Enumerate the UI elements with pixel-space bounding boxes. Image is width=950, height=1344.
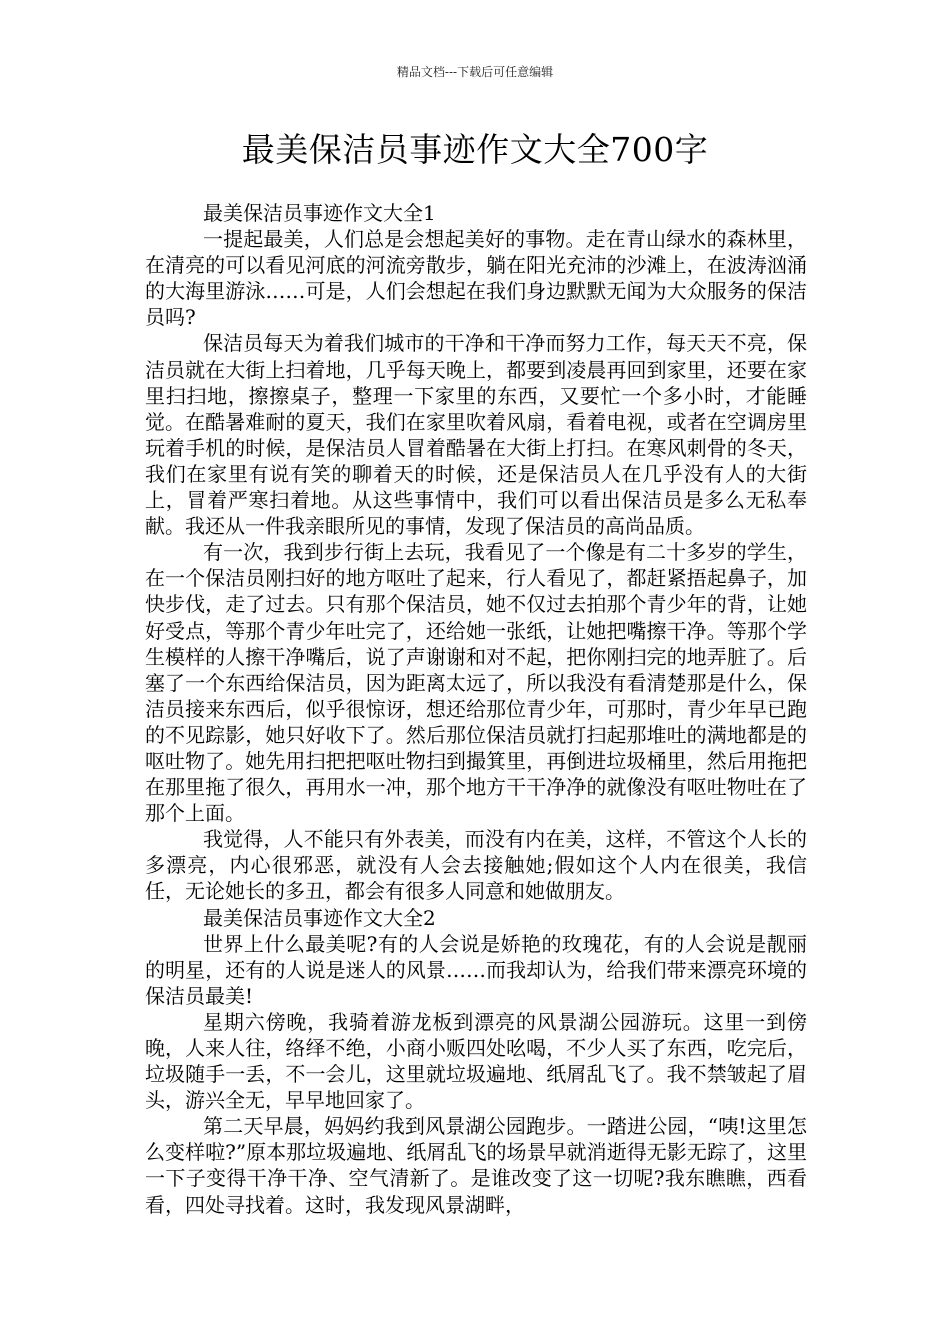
paragraph: 一提起最美，人们总是会想起美好的事物。走在青山绿水的森林里，在清亮的可以看见河底的河流旁散步，躺在阳光充沛的沙滩上，在波涛汹涌的大海里游泳……可是，人们会想起在我们身边默默无闻为大众服务的保洁员吗? <box>145 227 807 330</box>
section-heading-2: 最美保洁员事迹作文大全2 <box>203 905 436 930</box>
paragraph: 我觉得，人不能只有外表美，而没有内在美，这样，不管这个人长的多漂亮，内心很邪恶，就没有人会去接触她;假如这个人内在很美，我信任，无论她长的多丑，都会有很多人同意和她做朋友。 <box>145 827 807 904</box>
document-body <box>145 200 807 1218</box>
paragraph: 星期六傍晚，我骑着游龙板到漂亮的风景湖公园游玩。这里一到傍晚，人来人往，络绎不绝，小商小贩四处吆喝，不少人买了东西，吃完后，垃圾随手一丢，不一会儿，这里就垃圾遍地、纸屑乱飞了。我不禁皱起了眉头，游兴全无，早早地回家了。 <box>145 1009 807 1113</box>
paragraph: 第二天早晨，妈妈约我到风景湖公园跑步。一踏进公园，“咦!这里怎么变样啦?”原本那垃圾遍地、纸屑乱飞的场景早就消逝得无影无踪了，这里一下子变得干净干净、空气清新了。是谁改变了这一切呢?我东瞧瞧，西看看，四处寻找着。这时，我发现风景湖畔， <box>145 1114 807 1217</box>
document-title: 最美保洁员事迹作文大全700字 <box>241 130 709 169</box>
paragraph: 有一次，我到步行街上去玩，我看见了一个像是有二十多岁的学生，在一个保洁员刚扫好的地方呕吐了起来，行人看见了，都赶紧捂起鼻子，加快步伐，走了过去。只有那个保洁员，她不仅过去拍那个青少年的背，让她好受点，等那个青少年吐完了，还给她一张纸，让她把嘴擦干净。等那个学生模样的人擦干净嘴后，说了声谢谢和对不起，把你刚扫完的地弄脏了。后塞了一个东西给保洁员，因为距离太远了，所以我没有看清楚那是什么，保洁员接来东西后，似乎很惊讶，想还给那位青少年，可那时，青少年早已跑的不见踪影，她只好收下了。然后那位保洁员就打扫起那堆吐的满地都是的呕吐物了。她先用扫把把呕吐物扫到撮箕里，再倒进垃圾桶里，然后用拖把在那里拖了很久，再用水一冲，那个地方干干净净的就像没有呕吐物吐在了那个上面。 <box>145 540 807 826</box>
paragraph: 世界上什么最美呢?有的人会说是娇艳的玫瑰花，有的人会说是靓丽的明星，还有的人说是迷人的风景……而我却认为，给我们带来漂亮环境的保洁员最美! <box>145 931 807 1008</box>
paragraph: 保洁员每天为着我们城市的干净和干净而努力工作，每天天不亮，保洁员就在大街上扫着地，几乎每天晚上，都要到凌晨再回到家里，还要在家里扫扫地，擦擦桌子，整理一下家里的东西，又要忙一个多小时，才能睡觉。在酷暑难耐的夏天，我们在家里吹着风扇，看着电视，或者在空调房里玩着手机的时候，是保洁员人冒着酷暑在大街上打扫。在寒风刺骨的冬天，我们在家里有说有笑的聊着天的时候，还是保洁员人在几乎没有人的大街上，冒着严寒扫着地。从这些事情中，我们可以看出保洁员是多么无私奉献。我还从一件我亲眼所见的事情，发现了保洁员的高尚品质。 <box>145 331 807 539</box>
section-heading-1: 最美保洁员事迹作文大全1 <box>203 201 436 225</box>
page-header-note: 精品文档---下载后可任意编辑 <box>396 65 554 79</box>
